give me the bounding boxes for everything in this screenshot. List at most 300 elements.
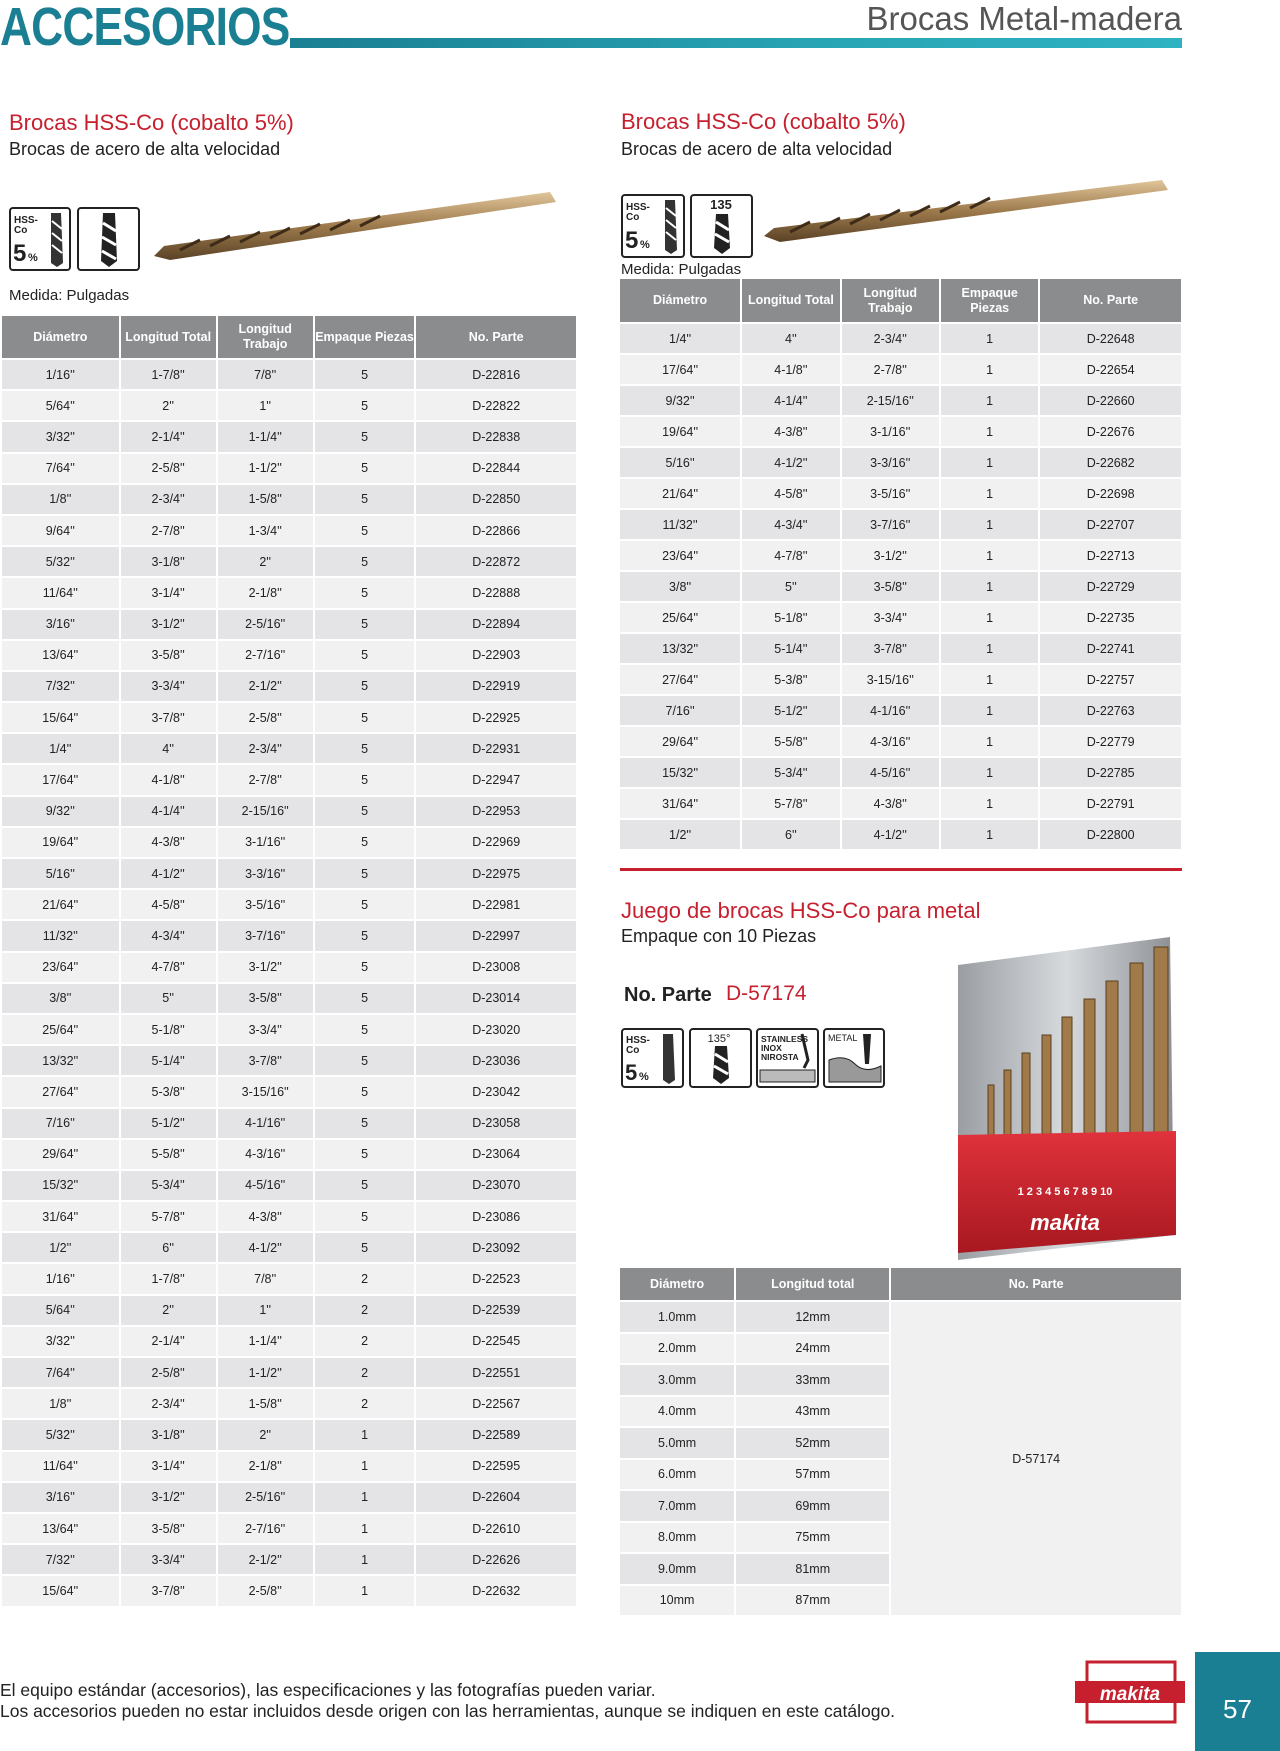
cell-total-length: 4-3/8'' [742, 417, 839, 446]
badge-hss: HSS- [14, 215, 38, 226]
table-row [620, 355, 1181, 384]
cell-total-length: 5-1/4'' [742, 634, 839, 663]
table-row [620, 789, 1181, 818]
cell-part-number: D-22791 [1040, 789, 1181, 818]
cell-pack-qty: 5 [315, 454, 415, 483]
cell-work-length: 2-5/16'' [218, 610, 313, 639]
cell-total-length: 3-7/8'' [121, 1576, 216, 1605]
cell-pack-qty: 5 [315, 672, 415, 701]
cell-diameter: 27/64'' [620, 665, 740, 694]
cell-total-length: 4-3/4'' [121, 921, 216, 950]
cell-total-length: 43mm [736, 1397, 889, 1427]
cell-part-number: D-23064 [416, 1140, 576, 1169]
cell-work-length: 7/8'' [218, 1264, 313, 1293]
cell-total-length: 2-3/4'' [121, 485, 216, 514]
table-row [620, 541, 1181, 570]
page-title: Brocas Metal-madera [866, 0, 1182, 37]
cell-total-length: 2'' [121, 1296, 216, 1325]
cell-total-length: 4-1/8'' [121, 765, 216, 794]
cell-total-length: 5-1/8'' [121, 1015, 216, 1044]
cell-diameter: 3/8'' [2, 984, 119, 1013]
cell-total-length: 3-7/8'' [121, 703, 216, 732]
cell-part-number: D-22844 [416, 454, 576, 483]
table-row [2, 454, 576, 483]
left-measure-note: Medida: Pulgadas [9, 287, 130, 304]
table-row [2, 610, 576, 639]
hss-co-5-icon [9, 207, 71, 271]
cell-pack-qty: 5 [315, 984, 415, 1013]
table-row [2, 734, 576, 763]
angle-135-icon [690, 194, 753, 258]
table-row [620, 820, 1181, 849]
cell-diameter: 15/64'' [2, 1576, 119, 1605]
cell-total-length: 2'' [121, 391, 216, 420]
cell-pack-qty: 1 [941, 572, 1038, 601]
cell-work-length: 2-7/16'' [218, 641, 313, 670]
cell-diameter: 3/32'' [2, 1327, 119, 1356]
cell-work-length: 3-3/16'' [842, 448, 939, 477]
cell-pack-qty: 1 [941, 665, 1038, 694]
cell-part-number: D-23042 [416, 1077, 576, 1106]
cell-work-length: 1-1/2'' [218, 1358, 313, 1387]
cell-part-number: D-22779 [1040, 727, 1181, 756]
cell-work-length: 2-3/4'' [218, 734, 313, 763]
badge-pct: % [640, 239, 650, 251]
cell-total-length: 3-5/8'' [121, 641, 216, 670]
cell-pack-qty: 5 [315, 1202, 415, 1231]
cell-work-length: 1'' [218, 391, 313, 420]
cell-work-length: 2-5/8'' [218, 1576, 313, 1605]
cell-pack-qty: 1 [315, 1483, 415, 1512]
cell-diameter: 1/16'' [2, 1264, 119, 1293]
inox-label: INOX [761, 1043, 782, 1053]
cell-total-length: 3-1/8'' [121, 1420, 216, 1449]
cell-diameter: 1/2'' [2, 1233, 119, 1262]
cell-diameter: 21/64'' [620, 479, 740, 508]
table-row [2, 1202, 576, 1231]
cell-work-length: 2-1/2'' [218, 672, 313, 701]
cell-total-length: 57mm [736, 1460, 889, 1490]
cell-work-length: 3-1/16'' [218, 828, 313, 857]
table-row [2, 1545, 576, 1574]
table-row [2, 1514, 576, 1543]
cell-pack-qty: 5 [315, 1109, 415, 1138]
cell-diameter: 23/64'' [620, 541, 740, 570]
badge-pct: % [28, 252, 38, 264]
section-title: ACCESORIOS [0, 0, 290, 57]
cell-diameter: 1/2'' [620, 820, 740, 849]
cell-part-number: D-22729 [1040, 572, 1181, 601]
cell-work-length: 3-5/8'' [842, 572, 939, 601]
cell-part-number: D-23070 [416, 1171, 576, 1200]
cell-work-length: 2-3/4'' [842, 324, 939, 353]
metal-label: METAL [828, 1033, 858, 1043]
cell-part-number: D-23086 [416, 1202, 576, 1231]
table-row [2, 1140, 576, 1169]
table-row [2, 859, 576, 888]
cell-work-length: 4-3/16'' [842, 727, 939, 756]
cell-diameter: 31/64'' [620, 789, 740, 818]
cell-total-length: 4'' [742, 324, 839, 353]
cell-total-length: 5-1/8'' [742, 603, 839, 632]
drill-kit-image [950, 935, 1182, 1260]
left-section-subtitle: Brocas de acero de alta velocidad [9, 139, 281, 159]
cell-pack-qty: 1 [941, 479, 1038, 508]
cell-part-number: D-22595 [416, 1452, 576, 1481]
cell-pack-qty: 5 [315, 859, 415, 888]
cell-part-number: D-23092 [416, 1233, 576, 1262]
cell-diameter: 27/64'' [2, 1077, 119, 1106]
cell-total-length: 2-1/4'' [121, 1327, 216, 1356]
cell-work-length: 1-5/8'' [218, 1389, 313, 1418]
cell-part-number: D-22822 [416, 391, 576, 420]
cell-part-number: D-22969 [416, 828, 576, 857]
left-section-title: Brocas HSS-Co (cobalto 5%) [9, 110, 294, 135]
cell-total-length: 87mm [736, 1586, 889, 1616]
cell-part-number: D-22757 [1040, 665, 1181, 694]
table-row [2, 1233, 576, 1262]
cell-part-number: D-22610 [416, 1514, 576, 1543]
cell-pack-qty: 1 [941, 355, 1038, 384]
cell-work-length: 3-3/16'' [218, 859, 313, 888]
cell-diameter: 9.0mm [620, 1554, 734, 1584]
kit-part-value: D-57174 [726, 982, 807, 1005]
cell-diameter: 7.0mm [620, 1491, 734, 1521]
table-row [2, 1576, 576, 1605]
footer-disclaimer-2: Los accesorios pueden no estar incluidos desde origen con las herramientas, aunque se indiquen en este catálogo. [0, 1701, 896, 1721]
right-col-header: Empaque Piezas [941, 279, 1038, 322]
cell-total-length: 12mm [736, 1302, 889, 1332]
cell-total-length: 6'' [121, 1233, 216, 1262]
cell-part-number: D-22682 [1040, 448, 1181, 477]
cell-total-length: 2-1/4'' [121, 422, 216, 451]
kit-col-header: Longitud total [736, 1268, 889, 1300]
cell-part-number: D-22660 [1040, 386, 1181, 415]
table-row [2, 797, 576, 826]
cell-work-length: 2-1/8'' [218, 1452, 313, 1481]
drill-bit-icon [77, 207, 140, 271]
cell-pack-qty: 5 [315, 828, 415, 857]
cell-work-length: 2-5/8'' [218, 703, 313, 732]
cell-total-length: 3-5/8'' [121, 1514, 216, 1543]
kit-col-header: No. Parte [891, 1268, 1181, 1300]
cell-work-length: 4-5/16'' [218, 1171, 313, 1200]
cell-pack-qty: 1 [315, 1420, 415, 1449]
cell-diameter: 13/32'' [2, 1046, 119, 1075]
cell-pack-qty: 2 [315, 1389, 415, 1418]
cell-diameter: 13/32'' [620, 634, 740, 663]
table-row [2, 1264, 576, 1293]
cell-part-number: D-22539 [416, 1296, 576, 1325]
cell-diameter: 7/64'' [2, 1358, 119, 1387]
table-row [2, 1452, 576, 1481]
cell-diameter: 5.0mm [620, 1428, 734, 1458]
cell-work-length: 1-1/4'' [218, 422, 313, 451]
cell-total-length: 2-3/4'' [121, 1389, 216, 1418]
badge-num: 5 [13, 240, 27, 267]
cell-part-number: D-23036 [416, 1046, 576, 1075]
cell-total-length: 6'' [742, 820, 839, 849]
table-row [2, 765, 576, 794]
makita-logo-text: makita [1099, 1684, 1161, 1705]
cell-part-number: D-22632 [416, 1576, 576, 1605]
table-row [2, 890, 576, 919]
cell-pack-qty: 1 [941, 324, 1038, 353]
kit-col-header: Diámetro [620, 1268, 734, 1300]
cell-work-length: 4-1/2'' [218, 1233, 313, 1262]
cell-pack-qty: 1 [941, 603, 1038, 632]
table-row [2, 1483, 576, 1512]
cell-work-length: 4-3/8'' [218, 1202, 313, 1231]
cell-diameter: 15/32'' [620, 758, 740, 787]
cell-total-length: 4-1/8'' [742, 355, 839, 384]
hss-co-5-icon [621, 1028, 684, 1088]
cell-pack-qty: 1 [315, 1514, 415, 1543]
right-section-subtitle: Brocas de acero de alta velocidad [621, 139, 893, 159]
cell-pack-qty: 5 [315, 703, 415, 732]
cell-work-length: 3-1/16'' [842, 417, 939, 446]
cell-total-length: 69mm [736, 1491, 889, 1521]
cell-pack-qty: 5 [315, 391, 415, 420]
cell-work-length: 3-7/16'' [842, 510, 939, 539]
cell-pack-qty: 1 [941, 417, 1038, 446]
cell-total-length: 52mm [736, 1428, 889, 1458]
cell-total-length: 4-5/8'' [121, 890, 216, 919]
cell-pack-qty: 1 [315, 1545, 415, 1574]
table-row [2, 1389, 576, 1418]
cell-part-number: D-23008 [416, 953, 576, 982]
cell-diameter: 3/16'' [2, 610, 119, 639]
cell-work-length: 2-7/16'' [218, 1514, 313, 1543]
cell-pack-qty: 5 [315, 485, 415, 514]
cell-total-length: 3-1/2'' [121, 1483, 216, 1512]
cell-diameter: 19/64'' [2, 828, 119, 857]
cell-diameter: 7/32'' [2, 672, 119, 701]
cell-total-length: 5-7/8'' [121, 1202, 216, 1231]
cell-diameter: 5/32'' [2, 1420, 119, 1449]
cell-part-number: D-22888 [416, 578, 576, 607]
cell-work-length: 4-3/16'' [218, 1140, 313, 1169]
right-col-header: Diámetro [620, 279, 740, 322]
cell-pack-qty: 5 [315, 765, 415, 794]
cell-diameter: 1/16'' [2, 360, 119, 389]
cell-work-length: 7/8'' [218, 360, 313, 389]
table-row [620, 634, 1181, 663]
cell-part-number: D-57174 [891, 1302, 1181, 1615]
cell-part-number: D-22589 [416, 1420, 576, 1449]
cell-diameter: 5/64'' [2, 1296, 119, 1325]
table-row [2, 641, 576, 670]
cell-diameter: 17/64'' [620, 355, 740, 384]
table-row [2, 1358, 576, 1387]
cell-part-number: D-22763 [1040, 696, 1181, 725]
cell-pack-qty: 2 [315, 1296, 415, 1325]
cell-part-number: D-22713 [1040, 541, 1181, 570]
cell-work-length: 3-15/16'' [842, 665, 939, 694]
cell-total-length: 5-3/8'' [742, 665, 839, 694]
cell-total-length: 5-1/2'' [121, 1109, 216, 1138]
cell-part-number: D-22604 [416, 1483, 576, 1512]
cell-pack-qty: 1 [941, 789, 1038, 818]
table-row [2, 391, 576, 420]
cell-total-length: 2-5/8'' [121, 454, 216, 483]
table-row [620, 603, 1181, 632]
cell-total-length: 4-1/2'' [742, 448, 839, 477]
cell-work-length: 1'' [218, 1296, 313, 1325]
cell-work-length: 3-5/16'' [218, 890, 313, 919]
cell-diameter: 19/64'' [620, 417, 740, 446]
cell-diameter: 11/64'' [2, 578, 119, 607]
cell-work-length: 3-1/2'' [842, 541, 939, 570]
header-bar [290, 38, 1182, 48]
cell-pack-qty: 1 [941, 541, 1038, 570]
cell-diameter: 31/64'' [2, 1202, 119, 1231]
cell-total-length: 5-5/8'' [742, 727, 839, 756]
table-row [2, 485, 576, 514]
cell-work-length: 1-3/4'' [218, 516, 313, 545]
table-row [2, 828, 576, 857]
table-row [2, 578, 576, 607]
badge-num: 5 [625, 1060, 638, 1085]
table-row [2, 1109, 576, 1138]
table-row [620, 324, 1181, 353]
table-row [620, 479, 1181, 508]
cell-pack-qty: 1 [315, 1576, 415, 1605]
badge-hss: HSS- [626, 202, 650, 213]
cell-part-number: D-22816 [416, 360, 576, 389]
cell-work-length: 4-3/8'' [842, 789, 939, 818]
cell-pack-qty: 5 [315, 1077, 415, 1106]
cell-part-number: D-22947 [416, 765, 576, 794]
cell-diameter: 7/16'' [2, 1109, 119, 1138]
cell-part-number: D-22551 [416, 1358, 576, 1387]
cell-total-length: 4-3/4'' [742, 510, 839, 539]
cell-pack-qty: 1 [941, 448, 1038, 477]
section-divider [620, 868, 1182, 871]
table-row [2, 1171, 576, 1200]
cell-total-length: 5-3/4'' [121, 1171, 216, 1200]
cell-part-number: D-22931 [416, 734, 576, 763]
angle-label: 135° [707, 1033, 731, 1045]
cell-diameter: 29/64'' [2, 1140, 119, 1169]
cell-pack-qty: 5 [315, 641, 415, 670]
table-row [620, 448, 1181, 477]
cell-pack-qty: 5 [315, 1140, 415, 1169]
cell-work-length: 2-1/2'' [218, 1545, 313, 1574]
cell-work-length: 3-15/16'' [218, 1077, 313, 1106]
table-row [2, 1420, 576, 1449]
cell-total-length: 4-1/4'' [742, 386, 839, 415]
cell-diameter: 4.0mm [620, 1397, 734, 1427]
cell-pack-qty: 5 [315, 547, 415, 576]
cell-total-length: 2-7/8'' [121, 516, 216, 545]
cell-total-length: 1-7/8'' [121, 360, 216, 389]
cell-total-length: 3-1/4'' [121, 1452, 216, 1481]
cell-diameter: 7/16'' [620, 696, 740, 725]
table-row [2, 1327, 576, 1356]
right-measure-note: Medida: Pulgadas [621, 261, 742, 278]
cell-pack-qty: 1 [941, 510, 1038, 539]
cell-total-length: 5-1/4'' [121, 1046, 216, 1075]
cell-diameter: 3/16'' [2, 1483, 119, 1512]
table-row [620, 727, 1181, 756]
cell-pack-qty: 5 [315, 734, 415, 763]
cell-total-length: 81mm [736, 1554, 889, 1584]
cell-diameter: 13/64'' [2, 641, 119, 670]
cell-diameter: 5/16'' [2, 859, 119, 888]
footer-disclaimer-1: El equipo estándar (accesorios), las especificaciones y las fotografías pueden variar. [0, 1680, 656, 1700]
cell-pack-qty: 5 [315, 1046, 415, 1075]
cell-work-length: 3-1/2'' [218, 953, 313, 982]
cell-total-length: 4-1/4'' [121, 797, 216, 826]
cell-work-length: 2-15/16'' [218, 797, 313, 826]
kit-part-label: No. Parte [624, 984, 712, 1006]
cell-work-length: 3-7/8'' [842, 634, 939, 663]
cell-total-length: 2-5/8'' [121, 1358, 216, 1387]
nirosta-label: NIROSTA [761, 1052, 799, 1062]
cell-total-length: 5'' [742, 572, 839, 601]
badge-co: Co [626, 212, 640, 223]
cell-total-length: 24mm [736, 1334, 889, 1364]
cell-diameter: 1/8'' [2, 485, 119, 514]
cell-part-number: D-23020 [416, 1015, 576, 1044]
cell-part-number: D-22894 [416, 610, 576, 639]
cell-diameter: 5/32'' [2, 547, 119, 576]
right-col-header: No. Parte [1040, 279, 1181, 322]
cell-diameter: 25/64'' [2, 1015, 119, 1044]
cell-part-number: D-22953 [416, 797, 576, 826]
cell-work-length: 4-5/16'' [842, 758, 939, 787]
cell-pack-qty: 5 [315, 1171, 415, 1200]
cell-part-number: D-23014 [416, 984, 576, 1013]
cell-work-length: 2-1/8'' [218, 578, 313, 607]
cell-total-length: 4-7/8'' [742, 541, 839, 570]
cell-diameter: 21/64'' [2, 890, 119, 919]
badge-co: Co [14, 225, 28, 236]
cell-pack-qty: 5 [315, 921, 415, 950]
table-row [2, 1046, 576, 1075]
cell-total-length: 1-7/8'' [121, 1264, 216, 1293]
cell-part-number: D-22654 [1040, 355, 1181, 384]
angle-135-icon [689, 1028, 752, 1088]
table-row [2, 360, 576, 389]
makita-logo [1075, 1650, 1185, 1740]
cell-diameter: 25/64'' [620, 603, 740, 632]
case-numbers: 1 2 3 4 5 6 7 8 9 10 [1017, 1186, 1113, 1198]
badge-hss: HSS- [626, 1035, 650, 1046]
cell-total-length: 5-3/8'' [121, 1077, 216, 1106]
cell-part-number: D-22567 [416, 1389, 576, 1418]
table-row [2, 516, 576, 545]
cell-part-number: D-22925 [416, 703, 576, 732]
cell-diameter: 11/64'' [2, 1452, 119, 1481]
stainless-steel-icon [756, 1028, 819, 1088]
cell-work-length: 2-5/16'' [218, 1483, 313, 1512]
cell-diameter: 9/32'' [2, 797, 119, 826]
cell-part-number: D-22707 [1040, 510, 1181, 539]
cell-part-number: D-22919 [416, 672, 576, 701]
cell-work-length: 2'' [218, 1420, 313, 1449]
cell-diameter: 6.0mm [620, 1460, 734, 1490]
table-row [620, 665, 1181, 694]
badge-co: Co [626, 1045, 640, 1056]
cell-diameter: 3.0mm [620, 1365, 734, 1395]
cell-work-length: 3-3/4'' [218, 1015, 313, 1044]
cell-total-length: 4'' [121, 734, 216, 763]
cell-pack-qty: 5 [315, 953, 415, 982]
hss-co-5-icon [621, 194, 685, 258]
cell-diameter: 9/32'' [620, 386, 740, 415]
